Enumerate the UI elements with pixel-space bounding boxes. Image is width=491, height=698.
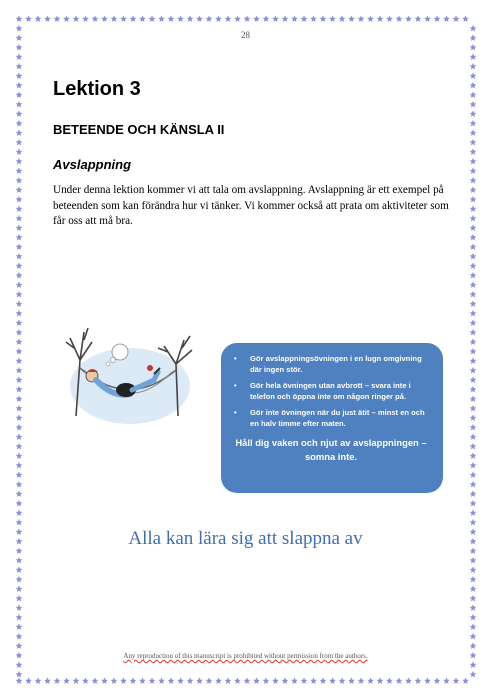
border-star xyxy=(424,15,431,22)
border-star xyxy=(470,395,477,402)
tip-item: • Gör hela övningen utan avbrott – svara inte i telefon och öppna inte om någon ringer på. xyxy=(234,381,411,401)
border-star xyxy=(470,272,477,279)
border-star xyxy=(16,300,23,307)
border-star xyxy=(367,15,374,22)
border-star xyxy=(396,677,403,684)
tips-closing: Håll dig vaken och njut av avslappningen – somna inte. xyxy=(235,436,427,462)
border-star xyxy=(470,139,477,146)
border-star xyxy=(16,272,23,279)
border-star xyxy=(16,367,23,374)
border-star xyxy=(16,101,23,108)
border-star xyxy=(377,15,384,22)
border-star xyxy=(196,677,203,684)
border-star xyxy=(196,15,203,22)
border-star xyxy=(16,234,23,241)
border-star xyxy=(320,15,327,22)
border-star xyxy=(16,633,23,640)
border-star xyxy=(329,677,336,684)
border-star xyxy=(16,490,23,497)
border-star xyxy=(101,15,108,22)
border-star xyxy=(377,677,384,684)
border-star xyxy=(16,15,23,22)
border-star xyxy=(16,424,23,431)
border-star xyxy=(35,15,42,22)
border-star xyxy=(16,148,23,155)
border-star xyxy=(470,215,477,222)
border-star xyxy=(54,677,61,684)
border-star xyxy=(470,148,477,155)
border-star xyxy=(386,15,393,22)
border-star xyxy=(470,452,477,459)
border-star xyxy=(462,677,469,684)
border-star xyxy=(149,677,156,684)
border-star xyxy=(291,677,298,684)
border-star xyxy=(470,424,477,431)
border-star xyxy=(16,319,23,326)
border-star xyxy=(470,566,477,573)
border-star xyxy=(111,677,118,684)
section-title: BETEENDE OCH KÄNSLA II xyxy=(53,122,225,137)
border-star xyxy=(16,642,23,649)
border-star xyxy=(470,91,477,98)
border-star xyxy=(16,566,23,573)
border-star xyxy=(272,15,279,22)
border-star xyxy=(16,338,23,345)
border-star xyxy=(16,291,23,298)
border-star xyxy=(470,614,477,621)
border-star xyxy=(443,15,450,22)
border-star xyxy=(25,15,32,22)
copyright-notice: Any reproduction of this manuscript is prohibited without permission from the authors. xyxy=(123,652,368,660)
border-star xyxy=(470,63,477,70)
border-star xyxy=(44,677,51,684)
border-star xyxy=(16,224,23,231)
border-star xyxy=(16,262,23,269)
border-star xyxy=(16,414,23,421)
border-star xyxy=(470,243,477,250)
border-star xyxy=(130,15,137,22)
border-star xyxy=(424,677,431,684)
border-star xyxy=(470,196,477,203)
border-star xyxy=(470,386,477,393)
border-star xyxy=(16,661,23,668)
border-star xyxy=(470,72,477,79)
border-star xyxy=(263,677,270,684)
border-star xyxy=(16,357,23,364)
border-star xyxy=(453,15,460,22)
border-star xyxy=(470,158,477,165)
border-star xyxy=(405,15,412,22)
border-star xyxy=(16,44,23,51)
border-star xyxy=(16,329,23,336)
border-star xyxy=(329,15,336,22)
border-star xyxy=(470,224,477,231)
border-star xyxy=(470,633,477,640)
border-star xyxy=(16,110,23,117)
border-star xyxy=(16,395,23,402)
border-star xyxy=(253,15,260,22)
border-star xyxy=(168,677,175,684)
border-star xyxy=(149,15,156,22)
border-star xyxy=(234,15,241,22)
border-star xyxy=(25,677,32,684)
border-star xyxy=(16,167,23,174)
border-star xyxy=(470,462,477,469)
border-star xyxy=(470,357,477,364)
border-star xyxy=(16,677,23,684)
border-star xyxy=(470,82,477,89)
border-star xyxy=(139,15,146,22)
border-star xyxy=(244,15,251,22)
border-star xyxy=(470,443,477,450)
topic-title: Avslappning xyxy=(53,157,132,172)
border-star xyxy=(470,509,477,516)
border-star xyxy=(16,614,23,621)
border-star xyxy=(470,671,477,678)
border-star xyxy=(470,623,477,630)
border-star xyxy=(16,215,23,222)
border-star xyxy=(470,414,477,421)
border-star xyxy=(158,15,165,22)
border-star xyxy=(16,139,23,146)
border-star xyxy=(206,15,213,22)
border-star xyxy=(16,72,23,79)
border-star xyxy=(253,677,260,684)
border-star xyxy=(16,186,23,193)
border-star xyxy=(470,585,477,592)
border-star xyxy=(470,329,477,336)
border-star xyxy=(16,120,23,127)
border-star xyxy=(310,15,317,22)
border-star xyxy=(120,677,127,684)
border-star xyxy=(16,671,23,678)
border-star xyxy=(470,433,477,440)
border-star xyxy=(470,120,477,127)
border-star xyxy=(396,15,403,22)
border-star xyxy=(215,677,222,684)
border-star xyxy=(111,15,118,22)
border-star xyxy=(470,319,477,326)
border-star xyxy=(386,677,393,684)
border-star xyxy=(16,452,23,459)
border-star xyxy=(16,196,23,203)
border-star xyxy=(16,471,23,478)
border-star xyxy=(470,595,477,602)
border-star xyxy=(16,63,23,70)
border-star xyxy=(470,490,477,497)
border-star xyxy=(470,281,477,288)
border-star xyxy=(16,500,23,507)
border-star xyxy=(358,15,365,22)
border-star xyxy=(470,129,477,136)
border-star xyxy=(470,500,477,507)
border-star xyxy=(16,158,23,165)
border-star xyxy=(470,376,477,383)
border-star xyxy=(470,262,477,269)
relaxation-tips-box xyxy=(221,343,443,493)
border-star xyxy=(16,604,23,611)
border-star xyxy=(101,677,108,684)
border-star xyxy=(187,15,194,22)
border-star xyxy=(470,576,477,583)
border-star xyxy=(405,677,412,684)
border-star xyxy=(470,53,477,60)
tips-list xyxy=(229,354,433,430)
border-star xyxy=(291,15,298,22)
border-star xyxy=(16,462,23,469)
hammock-relaxing-person-icon xyxy=(58,318,198,428)
border-star xyxy=(120,15,127,22)
intro-paragraph: Under denna lektion kommer vi att tala om avslappning. Avslappning är ett exempel på beteenden som kan förändra hur vi tänker. Vi kommer också att prata om aktiviteter som får oss att må bra. xyxy=(53,184,449,228)
border-star xyxy=(16,443,23,450)
border-star xyxy=(206,677,213,684)
border-star xyxy=(16,405,23,412)
border-star xyxy=(177,677,184,684)
border-star xyxy=(272,677,279,684)
border-star xyxy=(470,300,477,307)
border-star xyxy=(158,677,165,684)
tip-item: • Gör inte övningen när du just ätit – minst en och en halv timme efter maten. xyxy=(234,408,425,428)
border-star xyxy=(470,481,477,488)
border-star xyxy=(234,677,241,684)
border-star xyxy=(462,15,469,22)
border-star xyxy=(348,677,355,684)
border-star xyxy=(470,101,477,108)
border-star xyxy=(415,15,422,22)
border-star xyxy=(443,677,450,684)
border-star xyxy=(16,433,23,440)
border-star xyxy=(470,557,477,564)
border-star xyxy=(348,15,355,22)
border-star xyxy=(470,661,477,668)
lesson-title: Lektion 3 xyxy=(53,78,141,100)
border-star xyxy=(225,15,232,22)
border-star xyxy=(16,281,23,288)
border-star xyxy=(16,585,23,592)
border-star xyxy=(16,509,23,516)
border-star xyxy=(415,677,422,684)
border-star xyxy=(470,234,477,241)
border-star xyxy=(82,15,89,22)
border-star xyxy=(470,519,477,526)
border-star xyxy=(301,677,308,684)
border-star xyxy=(320,677,327,684)
border-star xyxy=(139,677,146,684)
tip-item: • Gör avslappningsövningen i en lugn omgivning där ingen stör. xyxy=(234,354,422,374)
border-star xyxy=(187,677,194,684)
border-star xyxy=(16,205,23,212)
border-star xyxy=(16,519,23,526)
border-star xyxy=(434,677,441,684)
border-star xyxy=(16,595,23,602)
border-star xyxy=(470,604,477,611)
border-star xyxy=(16,576,23,583)
border-star xyxy=(282,15,289,22)
border-star xyxy=(244,677,251,684)
border-star xyxy=(63,677,70,684)
border-star xyxy=(16,253,23,260)
border-star xyxy=(16,310,23,317)
border-star xyxy=(16,623,23,630)
slogan: Alla kan lära sig att slappna av xyxy=(128,528,363,549)
border-star xyxy=(470,186,477,193)
border-star xyxy=(16,177,23,184)
border-star xyxy=(54,15,61,22)
border-star xyxy=(16,386,23,393)
border-star xyxy=(470,405,477,412)
border-star xyxy=(470,110,477,117)
border-star xyxy=(16,243,23,250)
border-star xyxy=(282,677,289,684)
border-star xyxy=(470,642,477,649)
border-star xyxy=(44,15,51,22)
border-star xyxy=(263,15,270,22)
border-star xyxy=(16,53,23,60)
border-star xyxy=(434,15,441,22)
border-star xyxy=(16,376,23,383)
border-star xyxy=(16,557,23,564)
border-star xyxy=(63,15,70,22)
border-star xyxy=(339,677,346,684)
border-star xyxy=(310,677,317,684)
border-star xyxy=(16,91,23,98)
border-star xyxy=(358,677,365,684)
border-star xyxy=(130,677,137,684)
border-star xyxy=(470,367,477,374)
border-star xyxy=(82,677,89,684)
border-star xyxy=(470,177,477,184)
border-star xyxy=(470,167,477,174)
border-star xyxy=(470,471,477,478)
border-star xyxy=(470,205,477,212)
border-star xyxy=(470,253,477,260)
border-star xyxy=(16,481,23,488)
border-star xyxy=(16,348,23,355)
border-star xyxy=(215,15,222,22)
border-star xyxy=(92,677,99,684)
border-star xyxy=(453,677,460,684)
border-star xyxy=(225,677,232,684)
page-number: 28 xyxy=(241,30,250,40)
border-star xyxy=(470,338,477,345)
border-star xyxy=(301,15,308,22)
border-star xyxy=(16,129,23,136)
border-star xyxy=(73,15,80,22)
border-star xyxy=(168,15,175,22)
border-star xyxy=(92,15,99,22)
border-star xyxy=(470,291,477,298)
border-star xyxy=(470,310,477,317)
border-star xyxy=(339,15,346,22)
border-star xyxy=(470,44,477,51)
border-star xyxy=(16,82,23,89)
border-star xyxy=(470,348,477,355)
border-star xyxy=(177,15,184,22)
border-star xyxy=(35,677,42,684)
border-star xyxy=(73,677,80,684)
border-star xyxy=(367,677,374,684)
